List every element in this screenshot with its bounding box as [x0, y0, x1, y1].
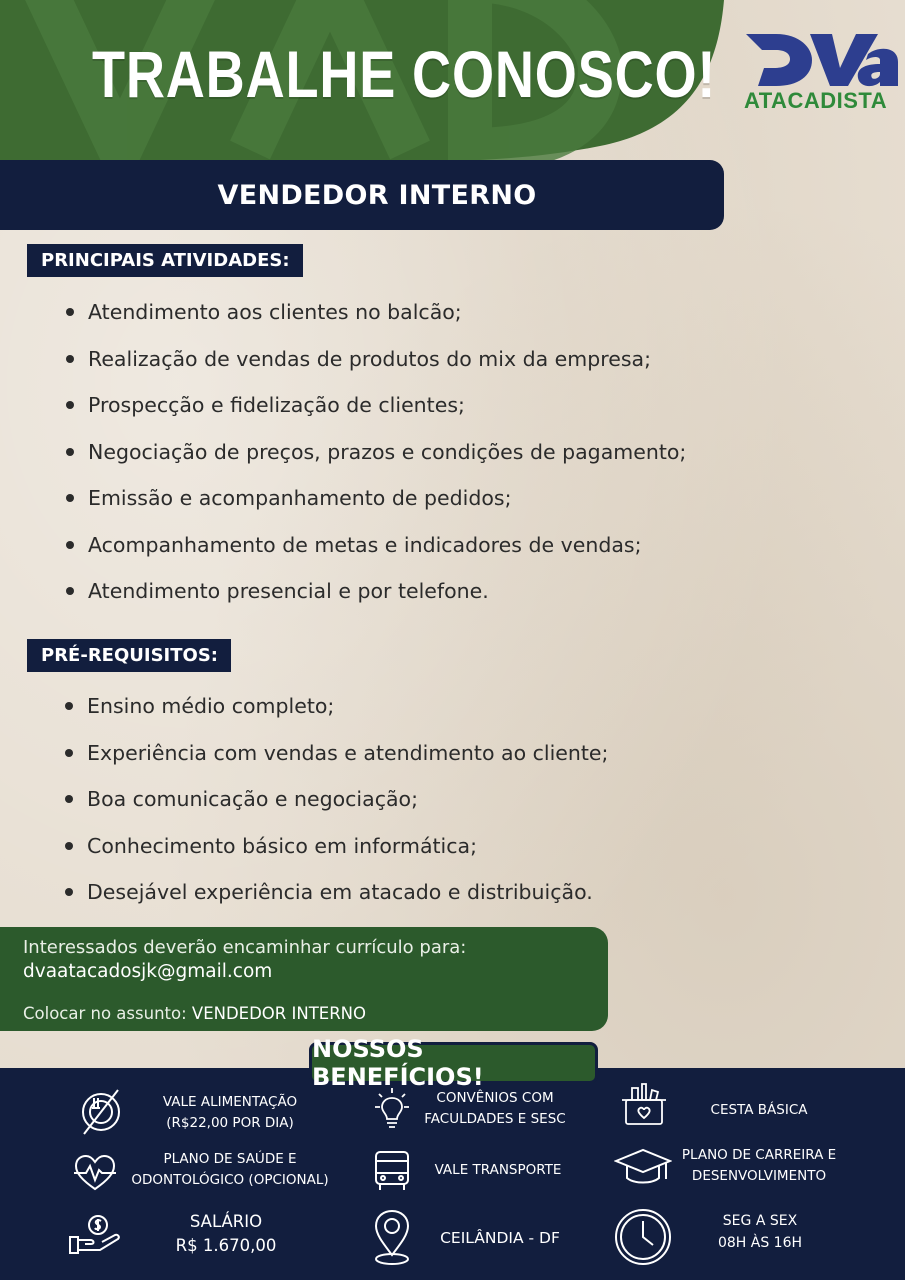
page-title: TRABALHE CONOSCO! [92, 37, 717, 111]
contact-subject [23, 1004, 608, 1023]
activities-list [62, 289, 686, 615]
list-item: Conhecimento básico em informática; [61, 823, 608, 870]
list-item: Prospecção e fidelização de clientes; [62, 382, 686, 429]
list-item: Desejável experiência em atacado e distribuição. [61, 869, 608, 916]
meal-line2: (R$22,00 POR DIA) [166, 1114, 294, 1131]
heart-pulse-icon [72, 1153, 118, 1193]
list-item: Acompanhamento de metas e indicadores de vendas; [62, 522, 686, 569]
agreements-line1: CONVÊNIOS COM [436, 1090, 554, 1106]
list-item: Atendimento presencial e por telefone. [62, 568, 686, 615]
grocery-basket-icon [618, 1080, 670, 1130]
list-item: Experiência com vendas e atendimento ao cliente; [61, 730, 608, 777]
job-title: VENDEDOR INTERNO [217, 179, 537, 211]
career-line1: PLANO DE CARREIRA E [681, 1147, 837, 1163]
location-pin-icon [370, 1209, 414, 1267]
logo-subtitle: ATACADISTA [744, 88, 888, 113]
clock-icon [613, 1207, 673, 1267]
requirements-list [61, 683, 608, 916]
career-line2: DESENVOLVIMENTO [691, 1167, 827, 1184]
transport-line1: VALE TRANSPORTE [434, 1162, 562, 1178]
activities-label: PRINCIPAIS ATIVIDADES: [27, 244, 303, 277]
list-item: Boa comunicação e negociação; [61, 776, 608, 823]
job-title-banner [0, 160, 724, 230]
schedule-line2: 08H ÀS 16H [717, 1234, 803, 1251]
money-hand-icon [68, 1213, 122, 1255]
basket-line1: CESTA BÁSICA [710, 1102, 808, 1118]
subject-value: VENDEDOR INTERNO [191, 1004, 367, 1023]
list-item: Emissão e acompanhamento de pedidos; [62, 475, 686, 522]
contact-intro: Interessados deverão encaminhar currículo para: [23, 937, 467, 958]
subject-prefix: Colocar no assunto: [23, 1004, 192, 1023]
location-line1: CEILÂNDIA - DF [440, 1229, 560, 1247]
list-item: Ensino médio completo; [61, 683, 608, 730]
meal-line1: VALE ALIMENTAÇÃO [162, 1094, 298, 1110]
contact-box [0, 927, 608, 1031]
salary-line1: SALÁRIO [189, 1212, 263, 1231]
graduation-cap-icon [614, 1147, 672, 1189]
list-item: Negociação de preços, prazos e condições de pagamento; [62, 429, 686, 476]
health-line1: PLANO DE SAÚDE E [163, 1151, 297, 1167]
schedule-line1: SEG A SEX [722, 1213, 798, 1229]
agreements-line2: FACULDADES E SESC [424, 1110, 566, 1127]
requirements-label: PRÉ-REQUISITOS: [27, 639, 231, 672]
salary-line2: R$ 1.670,00 [175, 1235, 277, 1255]
health-line2: ODONTOLÓGICO (OPCIONAL) [131, 1171, 329, 1188]
contact-email[interactable]: dvaatacadosjk@gmail.com [23, 961, 273, 982]
bus-icon [372, 1149, 412, 1193]
list-item: Realização de vendas de produtos do mix da empresa; [62, 336, 686, 383]
lightbulb-icon [370, 1086, 414, 1130]
meal-icon [78, 1086, 124, 1136]
benefits-title: NOSSOS BENEFÍCIOS! [309, 1042, 598, 1084]
list-item: Atendimento aos clientes no balcão; [62, 289, 686, 336]
